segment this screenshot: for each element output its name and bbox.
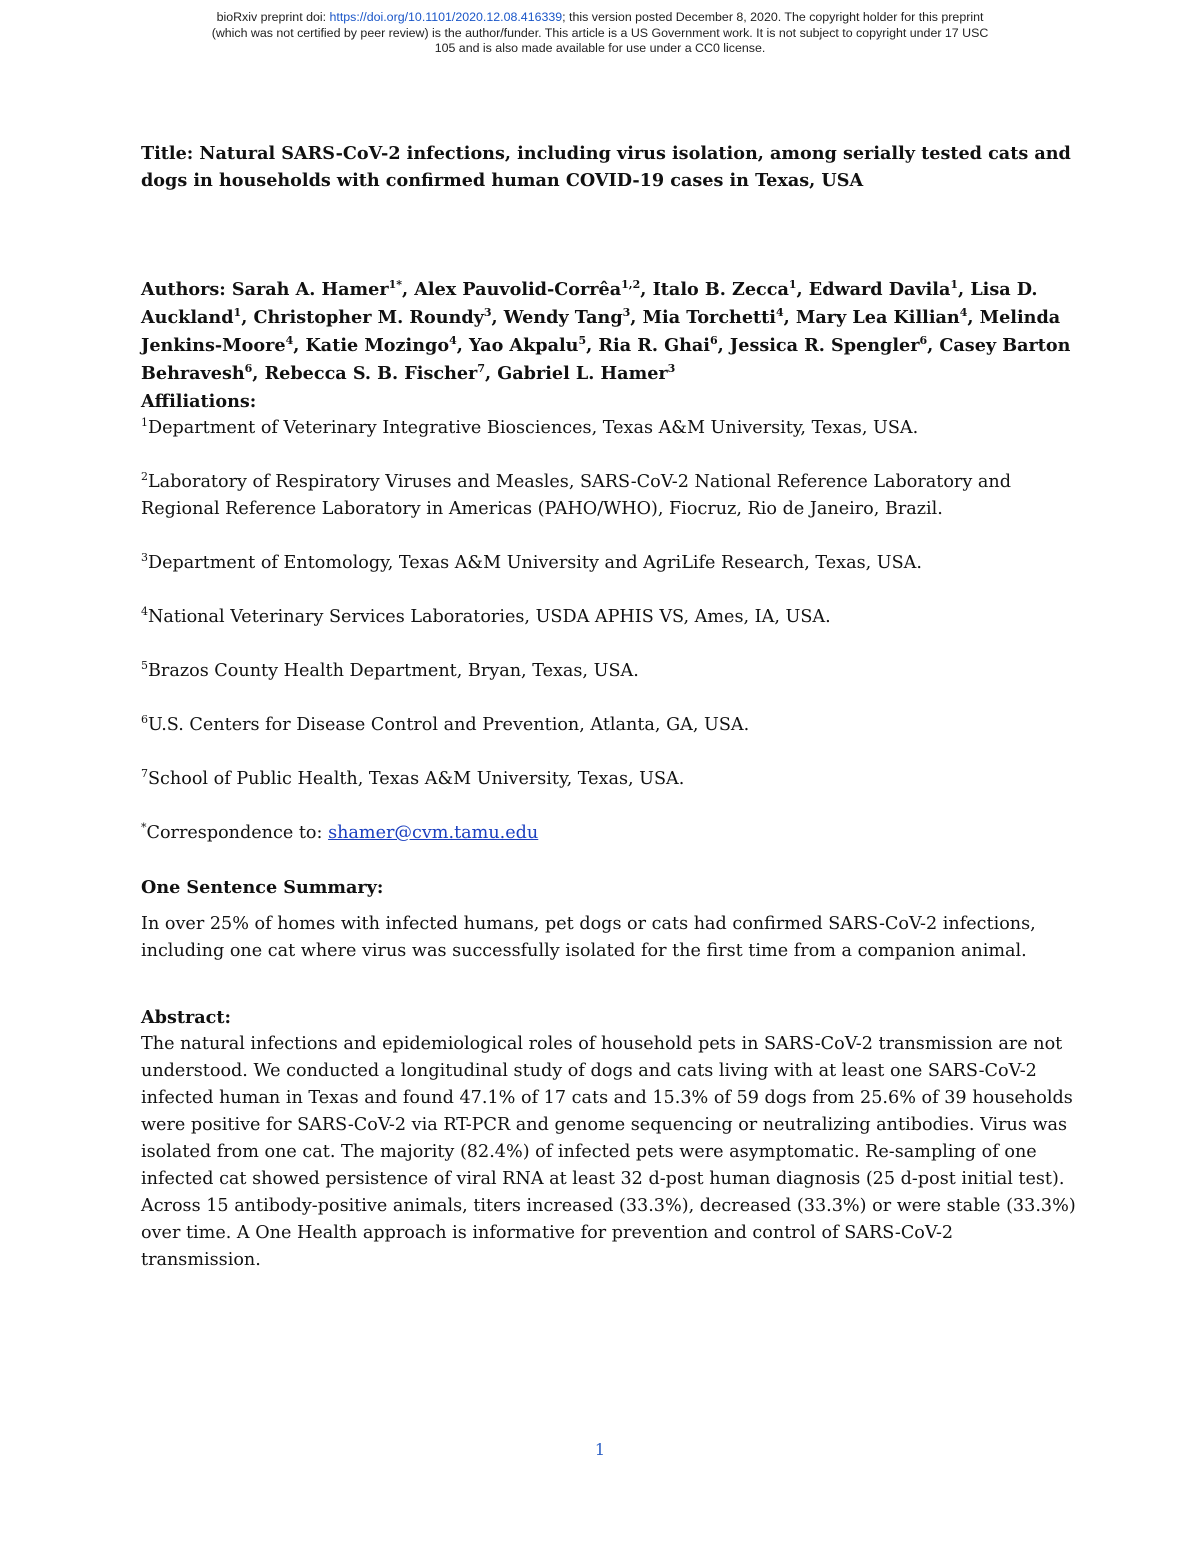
page-number: 1 xyxy=(594,1440,606,1459)
author-affiliation-marker: 4 xyxy=(959,306,968,319)
doi-link[interactable]: https://doi.org/10.1101/2020.12.08.416339 xyxy=(329,10,563,24)
correspondence xyxy=(141,820,1076,847)
correspondence-email-link[interactable]: shamer@cvm.tamu.edu xyxy=(328,823,539,843)
author-affiliation-marker: 1 xyxy=(788,278,797,291)
author-affiliation-marker: 4 xyxy=(285,334,294,347)
affiliation-text: Department of Entomology, Texas A&M University and AgriLife Research, Texas, USA. xyxy=(148,553,922,573)
paper-body xyxy=(141,140,1076,1274)
paper-title: Title: Natural SARS-CoV-2 infections, including virus isolation, among serially tested cats and dogs in households with confirmed human COVID-19 cases in Texas, USA xyxy=(141,143,1071,191)
author-name: Wendy Tang xyxy=(503,307,623,328)
summary-heading: One Sentence Summary: xyxy=(141,877,384,898)
affiliation-item xyxy=(141,766,1076,793)
author-name: Sarah A. Hamer xyxy=(231,279,389,300)
author-list xyxy=(141,276,1076,388)
abstract-text: The natural infections and epidemiological roles of household pets in SARS-CoV-2 transmission are not understood. We conducted a longitudinal study of dogs and cats living with at least one SARS-CoV-2 infected human in Texas and found 47.1% of 17 cats and 15.3% of 59 dogs from 25.6% of 39 households were positive for SARS-CoV-2 via RT-PCR and genome sequencing or neutralizing antibodies. Virus was isolated from one cat. The majority (82.4%) of infected pets were asymptomatic. Re-sampling of one infected cat showed persistence of viral RNA at least 32 d-post human diagnosis (25 d-post initial test). Across 15 antibody-positive animals, titers increased (33.3%), decreased (33.3%) or were stable (33.3%) over time. A One Health approach is informative for prevention and control of SARS-CoV-2 transmission. xyxy=(141,1034,1076,1270)
author-affiliation-marker: 1 xyxy=(233,306,242,319)
author-affiliation-marker: 4 xyxy=(775,306,784,319)
banner-line-1-rest: ; this version posted December 8, 2020. The copyright holder for this preprint xyxy=(562,10,984,24)
author-name: Mary Lea Killian xyxy=(795,307,960,328)
author-affiliation-marker: 7 xyxy=(477,362,485,375)
banner-line-1 xyxy=(60,10,1140,26)
affiliation-item xyxy=(141,658,1076,685)
affiliation-text: Brazos County Health Department, Bryan, Texas, USA. xyxy=(148,661,639,681)
author-name: Alex Pauvolid-Corrêa xyxy=(414,279,622,300)
author-affiliation-marker: 3 xyxy=(483,306,492,319)
affiliation-number: 5 xyxy=(141,659,148,672)
banner-line-2: (which was not certified by peer review) is the author/funder. This article is a US Government work. It is not subject to copyright under 17 USC xyxy=(211,25,989,40)
affiliation-number: 7 xyxy=(141,767,148,780)
affiliation-text: Department of Veterinary Integrative Biosciences, Texas A&M University, Texas, USA. xyxy=(148,418,919,438)
affiliation-number: 3 xyxy=(141,551,148,564)
author-name: Gabriel L. Hamer xyxy=(497,363,668,384)
affiliations-heading: Affiliations: xyxy=(141,391,257,412)
banner-prefix: bioRxiv preprint doi: xyxy=(216,10,330,24)
author-affiliation-marker: 1,2 xyxy=(621,278,641,291)
author-affiliation-marker: 6 xyxy=(919,334,928,347)
affiliation-text: School of Public Health, Texas A&M University, Texas, USA. xyxy=(148,769,685,789)
affiliation-item xyxy=(141,415,1076,442)
author-name: Katie Mozingo xyxy=(305,335,450,356)
author-name: Yao Akpalu xyxy=(468,335,579,356)
author-name: Christopher M. Roundy xyxy=(253,307,484,328)
affiliation-number: 4 xyxy=(141,605,148,618)
banner-line-3: 105 and is also made available for use under a CC0 license. xyxy=(434,41,766,55)
author-affiliation-marker: 6 xyxy=(710,334,718,347)
author-affiliation-marker: 6 xyxy=(244,362,253,375)
author-affiliation-marker: 3 xyxy=(622,306,631,319)
author-name: Rebecca S. B. Fischer xyxy=(264,363,478,384)
author-name: Ria R. Ghai xyxy=(598,335,710,356)
author-name: Italo B. Zecca xyxy=(652,279,789,300)
author-items: Sarah A. Hamer$^{1*}$, Alex Pauvolid-Corrêa$^{1,2}$, Italo B. Zecca$^1$, Edward Davila$^1$, Lisa D. Auckland$^1$, Christopher M. Roundy$^3$, Wendy Tang$^3$, Mia Torchetti$^4$, Mary Lea Killian$^4$, Melinda Jenkins-Moore$^4$, Katie Mozingo$^4$, Yao Akpalu$^5$, Ria R. Ghai$^6$, Jessica R. Spengler$^6$, Casey Barton Behravesh$^6$, Rebecca S. B. Fischer$^7$, Gabriel L. Hamer$^3$ xyxy=(141,278,1071,384)
affiliation-item xyxy=(141,550,1076,577)
author-affiliation-marker: 3 xyxy=(667,362,676,375)
affiliation-number: 1 xyxy=(141,416,148,429)
authors-label: Authors: xyxy=(141,279,232,300)
affiliation-item xyxy=(141,469,1076,523)
author-name: Jessica R. Spengler xyxy=(729,335,920,356)
abstract-heading: Abstract: xyxy=(141,1007,231,1028)
author-name: Melinda Jenkins-Moore xyxy=(141,307,1061,356)
author-name: Lisa D. Auckland xyxy=(141,279,1038,328)
affiliation-list xyxy=(141,415,1076,793)
author-affiliation-marker: 1 xyxy=(950,278,959,291)
author-affiliation-marker: 1* xyxy=(388,278,402,291)
author-name: Mia Torchetti xyxy=(642,307,776,328)
author-affiliation-marker: 5 xyxy=(578,334,587,347)
author-name: Casey Barton Behravesh xyxy=(141,335,1071,384)
author-name: Edward Davila xyxy=(808,279,951,300)
preprint-banner xyxy=(60,10,1140,57)
summary-text: In over 25% of homes with infected humans, pet dogs or cats had confirmed SARS-CoV-2 infections, including one cat where virus was successfully isolated for the first time from a companion animal. xyxy=(141,914,1036,961)
affiliation-number: 2 xyxy=(141,470,148,483)
author-affiliation-marker: 4 xyxy=(449,334,457,347)
affiliation-item xyxy=(141,712,1076,739)
affiliation-number: 6 xyxy=(141,713,148,726)
affiliation-text: Laboratory of Respiratory Viruses and Measles, SARS-CoV-2 National Reference Laboratory and Regional Reference Laboratory in Americas (PAHO/WHO), Fiocruz, Rio de Janeiro, Brazil. xyxy=(141,472,1011,519)
affiliation-item xyxy=(141,604,1076,631)
correspondence-label: Correspondence to: xyxy=(146,823,329,843)
correspondence-marker: * xyxy=(141,821,147,834)
affiliation-text: U.S. Centers for Disease Control and Prevention, Atlanta, GA, USA. xyxy=(148,715,750,735)
affiliation-text: National Veterinary Services Laboratories, USDA APHIS VS, Ames, IA, USA. xyxy=(148,607,831,627)
